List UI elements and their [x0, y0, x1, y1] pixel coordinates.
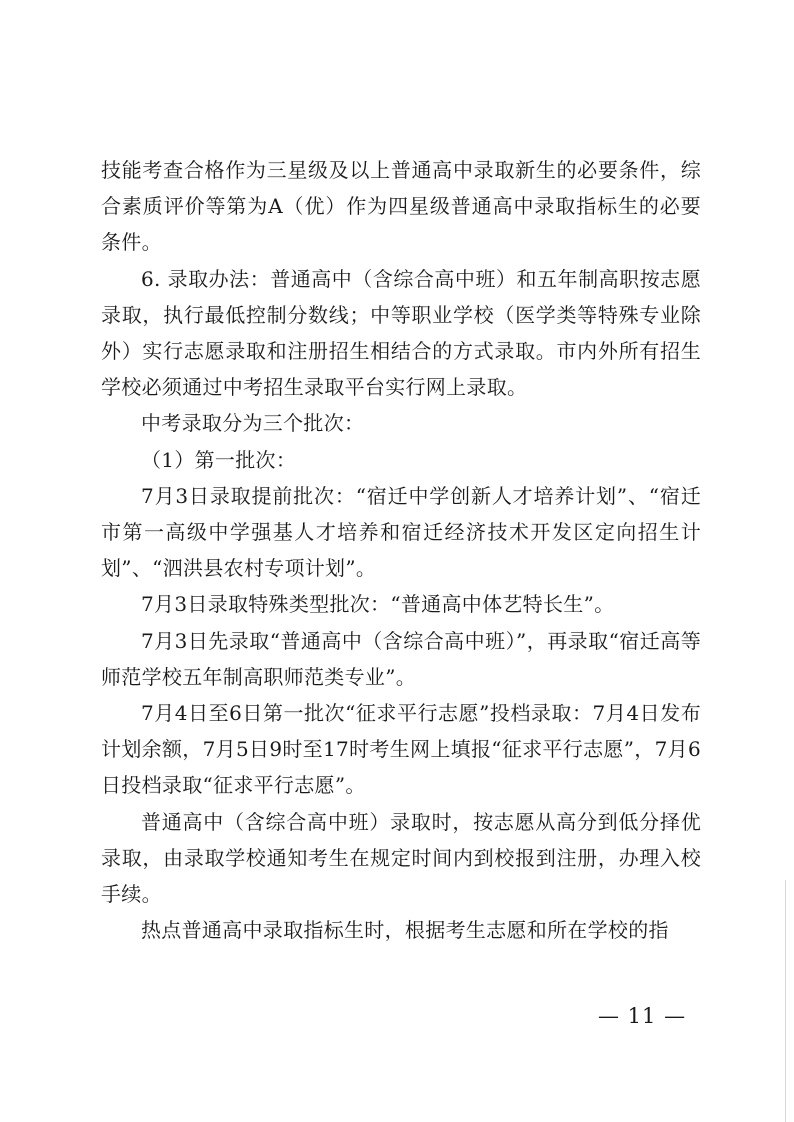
paragraph-admission-method: 6. 录取办法：普通高中（含综合高中班）和五年制高职按志愿录取，执行最低控制分数线；中等职业学校（医学类等特殊专业除外）实行志愿录取和注册招生相结合的方式录取。市内外所有招生学校必须通过中考招生录取平台实行网上录取。 — [101, 266, 701, 400]
paragraph-admission-rule: 普通高中（含综合高中班）录取时，按志愿从高分到低分择优录取，由录取学校通知考生在规定时间内到校报到注册，办理入校手续。 — [101, 809, 701, 907]
paragraph-special-batch: 7月3日录取特殊类型批次：“普通高中体艺特长生”。 — [141, 592, 615, 617]
page-number: — 11 — — [598, 1004, 687, 1028]
paragraph-first-batch-heading: （1）第一批次： — [141, 447, 297, 472]
scan-edge-line — [785, 880, 786, 1122]
paragraph-general-high-school: 7月3日先录取“普通高中（含综合高中班）”，再录取“宿迁高等师范学校五年制高职师范类专业”。 — [101, 628, 701, 689]
paragraph-parallel-volunteer: 7月4日至6日第一批次“征求平行志愿”投档录取：7月4日发布计划余额，7月5日9时至17时考生网上填报“征求平行志愿”，7月6日投档录取“征求平行志愿”。 — [101, 701, 701, 798]
paragraph-early-batch: 7月3日录取提前批次：“宿迁中学创新人才培养计划”、“宿迁市第一高级中学强基人才培养和宿迁经济技术开发区定向招生计划”、“泗洪县农村专项计划”。 — [101, 483, 701, 581]
paragraph-batches-intro: 中考录取分为三个批次： — [141, 411, 365, 436]
paragraph-continued: 技能考查合格作为三星级及以上普通高中录取新生的必要条件，综合素质评价等第为A（优）作为四星级普通高中录取指标生的必要条件。 — [101, 158, 701, 255]
paragraph-quota-students: 热点普通高中录取指标生时，根据考生志愿和所在学校的指 — [141, 918, 669, 943]
document-body — [101, 152, 701, 948]
